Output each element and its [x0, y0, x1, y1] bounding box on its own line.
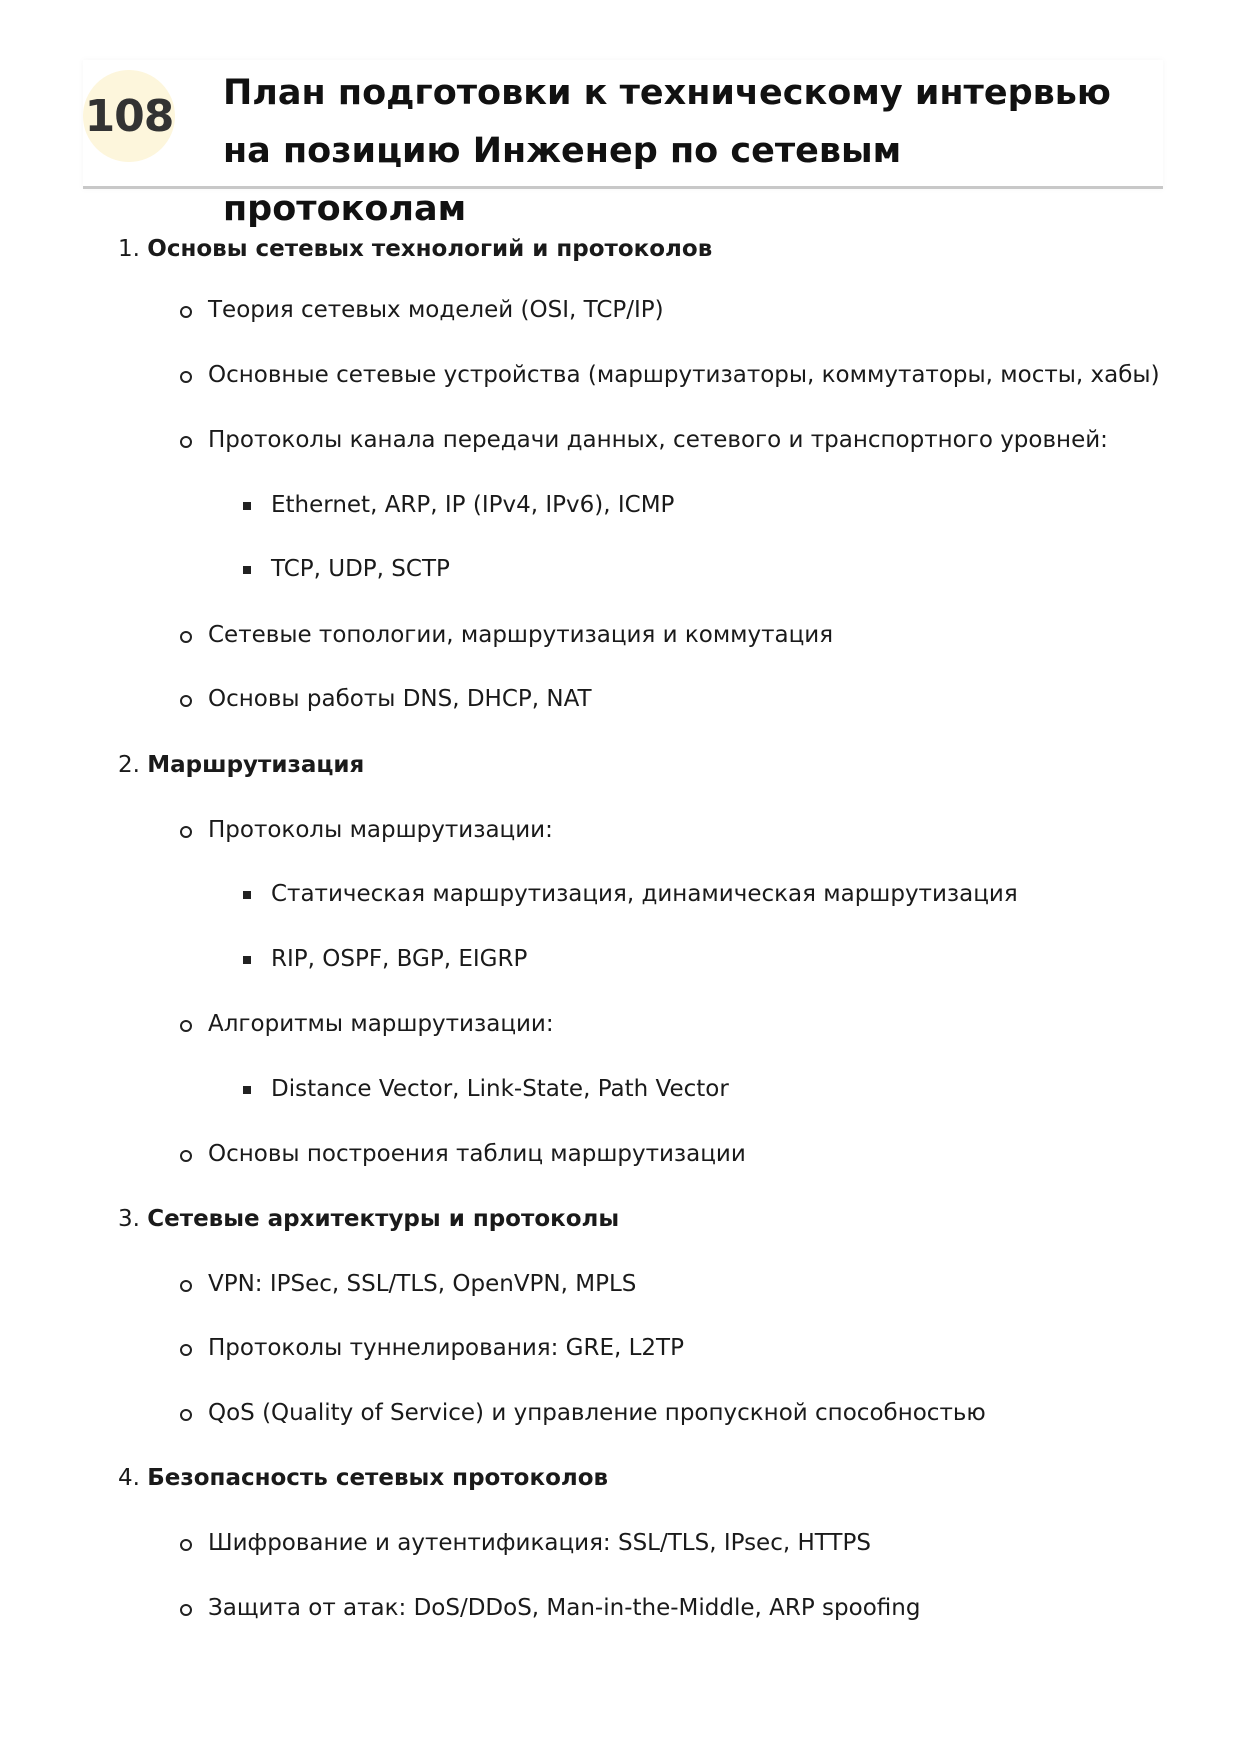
square-bullet-icon — [243, 956, 251, 964]
page-number-badge: 108 — [83, 70, 175, 162]
square-bullet-icon — [243, 891, 251, 899]
section-heading: 4. Безопасность сетевых протоколов — [118, 1465, 609, 1491]
list-item: Сетевые топологии, маршрутизация и коммутация — [208, 622, 833, 648]
sub-list-item: TCP, UDP, SCTP — [271, 556, 450, 582]
sub-list-item: Статическая маршрутизация, динамическая маршрутизация — [271, 881, 1018, 907]
list-item: VPN: IPSec, SSL/TLS, OpenVPN, MPLS — [208, 1271, 636, 1297]
list-item: Основы построения таблиц маршрутизации — [208, 1141, 746, 1167]
circle-bullet-icon — [180, 826, 192, 838]
square-bullet-icon — [243, 1086, 251, 1094]
page-header — [83, 60, 1163, 229]
square-bullet-icon — [243, 502, 251, 510]
circle-bullet-icon — [180, 1604, 192, 1616]
circle-bullet-icon — [180, 1280, 192, 1292]
circle-bullet-icon — [180, 436, 192, 448]
circle-bullet-icon — [180, 1539, 192, 1551]
sub-list-item: Ethernet, ARP, IP (IPv4, IPv6), ICMP — [271, 492, 674, 518]
circle-bullet-icon — [180, 371, 192, 383]
section-heading: 3. Сетевые архитектуры и протоколы — [118, 1206, 620, 1232]
section-heading: 1. Основы сетевых технологий и протоколов — [118, 236, 713, 262]
list-item: Теория сетевых моделей (OSI, TCP/IP) — [208, 297, 664, 323]
list-item: Защита от атак: DoS/DDoS, Man-in-the-Middle, ARP spoofing — [208, 1595, 920, 1621]
list-item: Основы работы DNS, DHCP, NAT — [208, 686, 592, 712]
list-item: QoS (Quality of Service) и управление пропускной способностью — [208, 1400, 986, 1426]
circle-bullet-icon — [180, 1344, 192, 1356]
sub-list-item: Distance Vector, Link-State, Path Vector — [271, 1076, 729, 1102]
circle-bullet-icon — [180, 695, 192, 707]
sub-list-item: RIP, OSPF, BGP, EIGRP — [271, 946, 527, 972]
list-item: Шифрование и аутентификация: SSL/TLS, IPsec, HTTPS — [208, 1530, 871, 1556]
square-bullet-icon — [243, 566, 251, 574]
list-item: Основные сетевые устройства (маршрутизаторы, коммутаторы, мосты, хабы) — [208, 362, 1160, 388]
circle-bullet-icon — [180, 306, 192, 318]
circle-bullet-icon — [180, 631, 192, 643]
list-item: Протоколы канала передачи данных, сетевого и транспортного уровней: — [208, 427, 1108, 453]
list-item: Протоколы маршрутизации: — [208, 817, 553, 843]
circle-bullet-icon — [180, 1150, 192, 1162]
section-heading: 2. Маршрутизация — [118, 752, 365, 778]
list-item: Алгоритмы маршрутизации: — [208, 1011, 554, 1037]
circle-bullet-icon — [180, 1020, 192, 1032]
circle-bullet-icon — [180, 1409, 192, 1421]
list-item: Протоколы туннелирования: GRE, L2TP — [208, 1335, 684, 1361]
page-title: План подготовки к техническому интервью на позицию Инженер по сетевым протоколам — [223, 73, 1111, 229]
